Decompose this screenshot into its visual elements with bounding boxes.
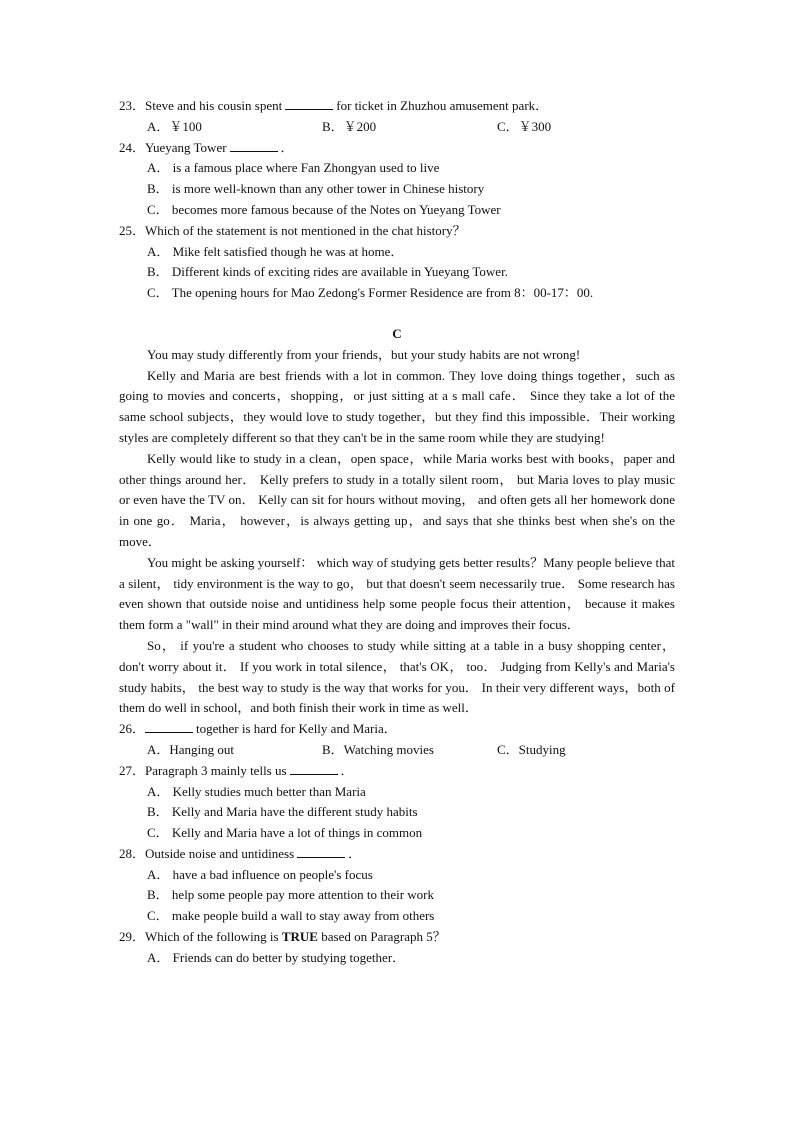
- option-b: B． Different kinds of exciting rides are available in Yueyang Tower.: [147, 264, 508, 280]
- options-row: [119, 117, 675, 138]
- question-number: 27．: [119, 762, 146, 778]
- question-number: 26．: [119, 721, 146, 737]
- question-stem-end: ．: [348, 845, 362, 861]
- option-c: C． Kelly and Maria have a lot of things in common: [147, 825, 423, 841]
- option-c: C． The opening hours for Mao Zedong's Former Residence are from 8：00-17：00.: [147, 285, 594, 301]
- option-b: B． Kelly and Maria have the different study habits: [147, 804, 418, 820]
- question-23: [119, 96, 675, 117]
- question-number: 29．: [119, 929, 146, 945]
- question-27: [119, 761, 675, 782]
- passage-paragraph-2: Kelly and Maria are best friends with a lot in common. They love doing things together，such as going to movies and concerts，shopping，or just sitting at a s mall cafe． Since they take a lot of the same school subjects，they would love to study together，but they find this impossible．Their working styles are completely different so that they can't be in the same room while they are studying!: [119, 367, 675, 445]
- option-a: A．Hanging out: [147, 741, 235, 757]
- option-c: C． make people build a wall to stay away from others: [147, 908, 435, 924]
- section-heading: C: [392, 325, 402, 341]
- option-c: C．Studying: [497, 741, 566, 757]
- option-b: B． is more well-known than any other tower in Chinese history: [147, 181, 485, 197]
- question-26: [119, 719, 675, 740]
- answer-blank: [145, 720, 193, 733]
- option-a: A．￥100: [147, 118, 202, 134]
- emphasis-word: TRUE: [281, 929, 318, 945]
- passage-paragraph-4: You might be asking yourself： which way of studying gets better results？Many people believe that a silent， tidy environment is the way to go， but that doesn't seem necessarily true． Some research has even shown that outside noise and untidiness help some people focus their attention， because it makes them form a "wall" in their mind around what they are doing and improves their focus．: [119, 554, 675, 633]
- question-number: 23．: [119, 98, 146, 113]
- question-number: 28．: [119, 845, 146, 861]
- question-stem: Which of the statement is not mentioned in the chat history？: [145, 222, 466, 238]
- option-c: C．￥300: [497, 118, 552, 134]
- answer-blank: [290, 762, 338, 775]
- option-a: A． is a famous place where Fan Zhongyan used to live: [147, 160, 440, 176]
- question-stem-end: ．: [340, 762, 354, 778]
- question-24: [119, 138, 675, 159]
- question-stem-start: Yueyang Tower: [145, 139, 227, 155]
- option-b: B．Watching movies: [322, 741, 434, 757]
- answer-blank: [297, 845, 345, 858]
- question-28: [119, 844, 675, 865]
- answer-blank: [230, 139, 278, 152]
- question-stem-start: Paragraph 3 mainly tells us: [145, 762, 287, 778]
- question-stem-end: for ticket in Zhuzhou amusement park．: [336, 98, 549, 113]
- question-stem-start: Outside noise and untidiness: [145, 845, 295, 861]
- option-a: A． have a bad influence on people's focus: [147, 866, 373, 882]
- question-stem-end: based on Paragraph 5？: [317, 929, 446, 945]
- question-29: [119, 927, 675, 948]
- option-a: A． Mike felt satisfied though he was at home．: [147, 243, 404, 259]
- question-number: 25．: [119, 222, 146, 238]
- question-stem-end: ．: [280, 139, 294, 155]
- options-row: [119, 740, 675, 761]
- passage-paragraph-5: So， if you're a student who chooses to study while sitting at a table in a busy shopping center， don't worry about it． If you work in total silence， that's OK， too． Judging from Kelly's and Maria's study habits， the best way to study is the way that works for you． In their very different ways，both of them do well in school，and both finish their work in time as well．: [119, 637, 675, 716]
- question-25: [119, 221, 675, 242]
- question-stem-start: Steve and his cousin spent: [145, 98, 283, 113]
- answer-blank: [285, 97, 333, 110]
- passage-paragraph-1: You may study differently from your friends，but your study habits are not wrong!: [147, 346, 581, 362]
- option-a: A． Kelly studies much better than Maria: [147, 783, 366, 799]
- worksheet-page: [119, 96, 675, 969]
- option-a: A． Friends can do better by studying together．: [147, 949, 406, 965]
- option-c: C． becomes more famous because of the Notes on Yueyang Tower: [147, 201, 501, 217]
- question-stem-start: Which of the following is: [145, 929, 279, 945]
- question-stem-end: together is hard for Kelly and Maria．: [196, 721, 397, 737]
- passage-paragraph-3: Kelly would like to study in a clean，open space，while Maria works best with books，paper and other things around her． Kelly prefers to study in a totally silent room， but Maria loves to play music or even have the TV on． Kelly can sit for hours without moving， and often gets all her homework done in one go． Maria， however，is always getting up，and says that she thinks best when she's on the move．: [119, 450, 675, 549]
- option-b: B． help some people pay more attention to their work: [147, 887, 435, 903]
- option-b: B．￥200: [322, 118, 377, 134]
- question-number: 24．: [119, 139, 146, 155]
